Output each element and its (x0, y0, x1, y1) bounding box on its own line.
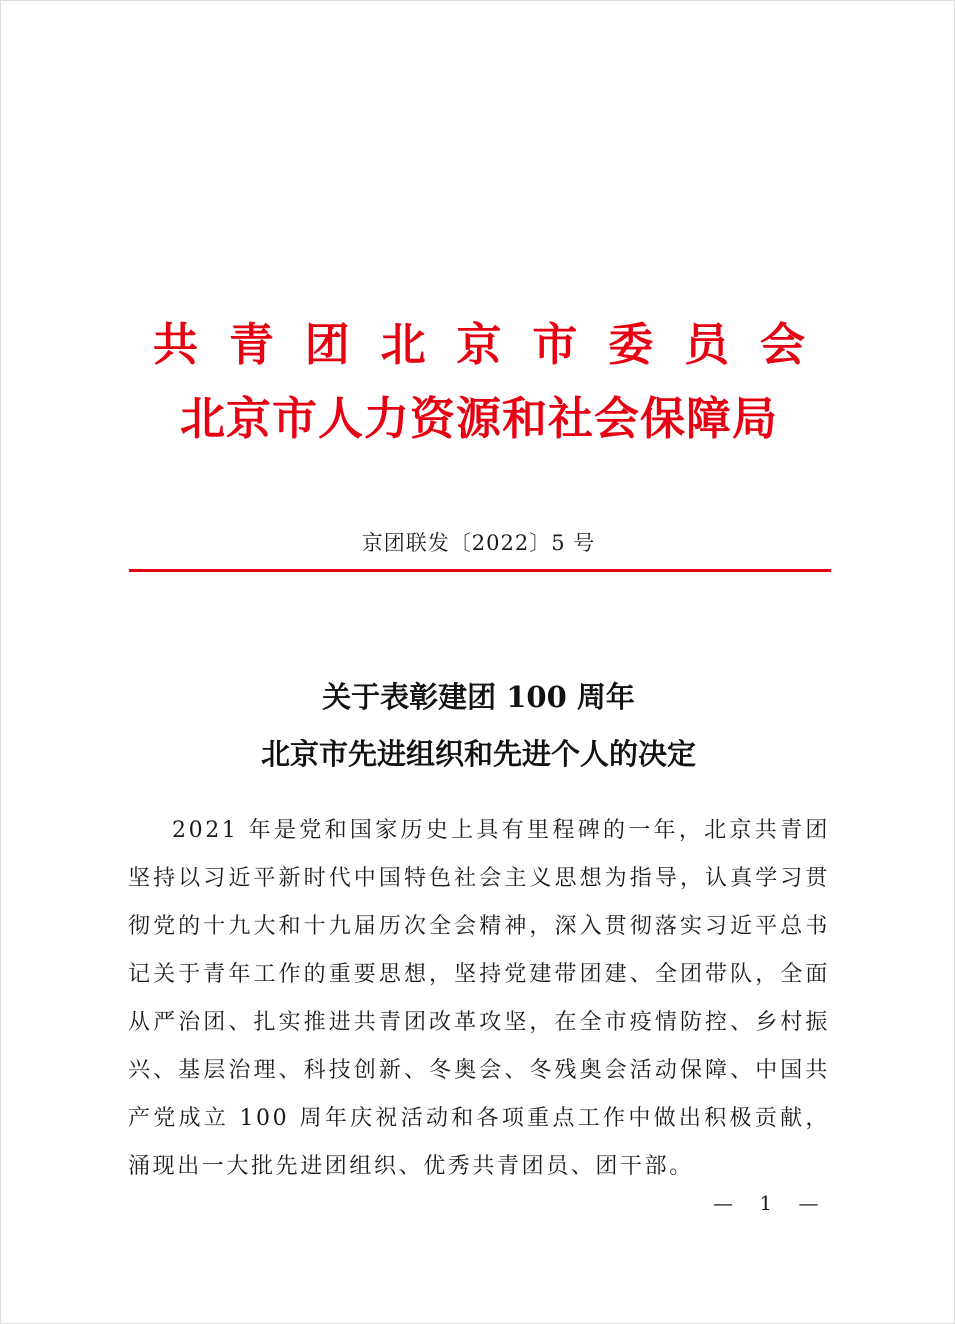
document-title-line-2: 北京市先进组织和先进个人的决定 (260, 737, 696, 771)
issuer-name-line-1: 共青团北京市委员会 (153, 318, 805, 371)
body-paragraph: 2021 年是党和国家历史上具有里程碑的一年，北京共青团坚持以习近平新时代中国特色社会主义思想为指导，认真学习贯彻党的十九大和十九届历次全会精神，深入贯彻落实习近平总书记关于青年工作的重要思想，坚持党建带团建、全团带队，全面从严治团、扎实推进共青团改革攻坚，在全市疫情防控、乡村振兴、基层治理、科技创新、冬奥会、冬残奥会活动保障、中国共产党成立 100 周年庆祝活动和各项重点工作中做出积极贡献，涌现出一大批先进团组织、优秀共青团员、团干部。 (128, 818, 830, 1179)
issuer-name-line-2: 北京市人力资源和社会保障局 (179, 392, 778, 445)
document-number: 京团联发〔2022〕5 号 (361, 531, 596, 555)
document-title-line-1: 关于表彰建团 100 周年 (322, 680, 635, 714)
page-number: — 1 — (713, 1191, 829, 1215)
red-divider-line (129, 569, 831, 572)
